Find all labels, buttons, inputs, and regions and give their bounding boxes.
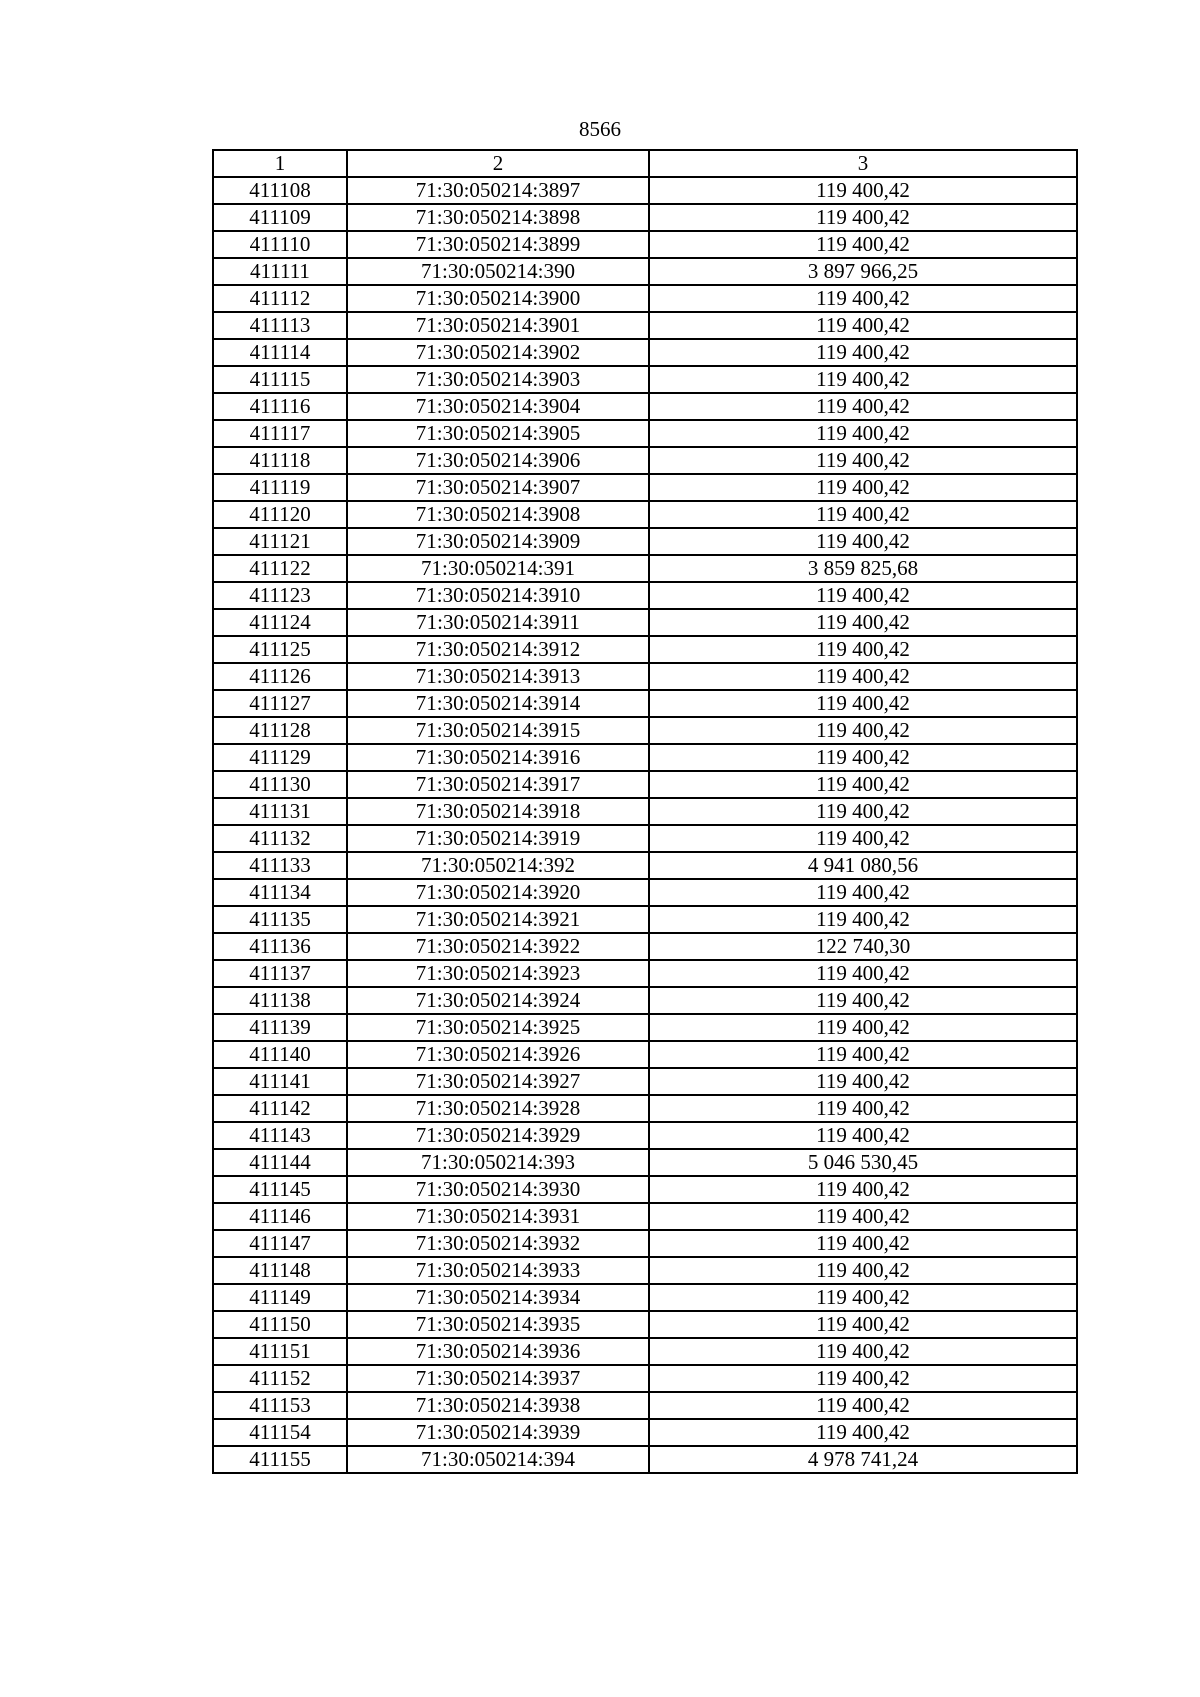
value-cell: 119 400,42 [649,501,1077,528]
table-body [213,177,1077,1473]
cadastral-number-cell: 71:30:050214:3932 [347,1230,649,1257]
row-number-cell: 411123 [213,582,347,609]
table-row [213,285,1077,312]
data-table [212,149,1078,1474]
table-row [213,420,1077,447]
table-row [213,231,1077,258]
table-row [213,1311,1077,1338]
cadastral-number-cell: 71:30:050214:3907 [347,474,649,501]
cadastral-number-cell: 71:30:050214:394 [347,1446,649,1473]
row-number-cell: 411153 [213,1392,347,1419]
value-cell: 119 400,42 [649,1068,1077,1095]
value-cell: 119 400,42 [649,204,1077,231]
cadastral-number-cell: 71:30:050214:3919 [347,825,649,852]
cadastral-number-cell: 71:30:050214:3912 [347,636,649,663]
table-row [213,501,1077,528]
table-row [213,1446,1077,1473]
row-number-cell: 411149 [213,1284,347,1311]
value-cell: 119 400,42 [649,636,1077,663]
row-number-cell: 411132 [213,825,347,852]
row-number-cell: 411145 [213,1176,347,1203]
cadastral-number-cell: 71:30:050214:3927 [347,1068,649,1095]
cadastral-number-cell: 71:30:050214:3898 [347,204,649,231]
value-cell: 119 400,42 [649,1311,1077,1338]
row-number-cell: 411121 [213,528,347,555]
value-cell: 119 400,42 [649,393,1077,420]
table-row [213,204,1077,231]
value-cell: 119 400,42 [649,609,1077,636]
row-number-cell: 411143 [213,1122,347,1149]
table-row [213,1284,1077,1311]
row-number-cell: 411144 [213,1149,347,1176]
table-row [213,258,1077,285]
row-number-cell: 411126 [213,663,347,690]
value-cell: 119 400,42 [649,1014,1077,1041]
row-number-cell: 411116 [213,393,347,420]
table-row [213,339,1077,366]
value-cell: 119 400,42 [649,231,1077,258]
table-row [213,609,1077,636]
row-number-cell: 411133 [213,852,347,879]
table-row [213,771,1077,798]
cadastral-number-cell: 71:30:050214:3899 [347,231,649,258]
cadastral-number-cell: 71:30:050214:3903 [347,366,649,393]
row-number-cell: 411135 [213,906,347,933]
row-number-cell: 411128 [213,717,347,744]
value-cell: 119 400,42 [649,771,1077,798]
value-cell: 119 400,42 [649,1176,1077,1203]
cadastral-number-cell: 71:30:050214:3928 [347,1095,649,1122]
cadastral-number-cell: 71:30:050214:3920 [347,879,649,906]
cadastral-number-cell: 71:30:050214:3929 [347,1122,649,1149]
row-number-cell: 411114 [213,339,347,366]
row-number-cell: 411125 [213,636,347,663]
cadastral-number-cell: 71:30:050214:3939 [347,1419,649,1446]
value-cell: 4 941 080,56 [649,852,1077,879]
cadastral-number-cell: 71:30:050214:3922 [347,933,649,960]
row-number-cell: 411141 [213,1068,347,1095]
row-number-cell: 411124 [213,609,347,636]
value-cell: 119 400,42 [649,177,1077,204]
column-header-3: 3 [649,150,1077,177]
cadastral-number-cell: 71:30:050214:3926 [347,1041,649,1068]
row-number-cell: 411111 [213,258,347,285]
cadastral-number-cell: 71:30:050214:3937 [347,1365,649,1392]
value-cell: 119 400,42 [649,312,1077,339]
table-row [213,177,1077,204]
value-cell: 122 740,30 [649,933,1077,960]
value-cell: 119 400,42 [649,1230,1077,1257]
value-cell: 119 400,42 [649,528,1077,555]
value-cell: 119 400,42 [649,285,1077,312]
row-number-cell: 411155 [213,1446,347,1473]
value-cell: 119 400,42 [649,987,1077,1014]
table-row [213,1338,1077,1365]
cadastral-number-cell: 71:30:050214:3909 [347,528,649,555]
cadastral-number-cell: 71:30:050214:3924 [347,987,649,1014]
cadastral-number-cell: 71:30:050214:3930 [347,1176,649,1203]
value-cell: 119 400,42 [649,1041,1077,1068]
cadastral-number-cell: 71:30:050214:390 [347,258,649,285]
cadastral-number-cell: 71:30:050214:3935 [347,1311,649,1338]
table-row [213,1014,1077,1041]
row-number-cell: 411140 [213,1041,347,1068]
cadastral-number-cell: 71:30:050214:3936 [347,1338,649,1365]
value-cell: 119 400,42 [649,798,1077,825]
table-row [213,717,1077,744]
table-row [213,1419,1077,1446]
row-number-cell: 411130 [213,771,347,798]
row-number-cell: 411127 [213,690,347,717]
row-number-cell: 411115 [213,366,347,393]
row-number-cell: 411148 [213,1257,347,1284]
table-row [213,663,1077,690]
table-row [213,825,1077,852]
value-cell: 119 400,42 [649,906,1077,933]
cadastral-number-cell: 71:30:050214:3900 [347,285,649,312]
cadastral-number-cell: 71:30:050214:392 [347,852,649,879]
row-number-cell: 411131 [213,798,347,825]
row-number-cell: 411129 [213,744,347,771]
value-cell: 119 400,42 [649,717,1077,744]
cadastral-number-cell: 71:30:050214:3910 [347,582,649,609]
value-cell: 119 400,42 [649,1122,1077,1149]
cadastral-number-cell: 71:30:050214:3934 [347,1284,649,1311]
cadastral-number-cell: 71:30:050214:391 [347,555,649,582]
cadastral-number-cell: 71:30:050214:3902 [347,339,649,366]
table-row [213,879,1077,906]
table-row [213,933,1077,960]
row-number-cell: 411122 [213,555,347,582]
cadastral-number-cell: 71:30:050214:3921 [347,906,649,933]
cadastral-number-cell: 71:30:050214:3914 [347,690,649,717]
column-header-1: 1 [213,150,347,177]
value-cell: 119 400,42 [649,1203,1077,1230]
table-row [213,474,1077,501]
value-cell: 119 400,42 [649,582,1077,609]
table-row [213,1068,1077,1095]
row-number-cell: 411117 [213,420,347,447]
cadastral-number-cell: 71:30:050214:3906 [347,447,649,474]
row-number-cell: 411142 [213,1095,347,1122]
value-cell: 119 400,42 [649,1257,1077,1284]
table-row [213,1365,1077,1392]
row-number-cell: 411137 [213,960,347,987]
table-row [213,798,1077,825]
cadastral-number-cell: 71:30:050214:3933 [347,1257,649,1284]
row-number-cell: 411109 [213,204,347,231]
value-cell: 119 400,42 [649,1338,1077,1365]
row-number-cell: 411108 [213,177,347,204]
row-number-cell: 411147 [213,1230,347,1257]
cadastral-number-cell: 71:30:050214:393 [347,1149,649,1176]
value-cell: 119 400,42 [649,1419,1077,1446]
row-number-cell: 411138 [213,987,347,1014]
value-cell: 5 046 530,45 [649,1149,1077,1176]
table-row [213,906,1077,933]
row-number-cell: 411119 [213,474,347,501]
value-cell: 119 400,42 [649,366,1077,393]
value-cell: 119 400,42 [649,1392,1077,1419]
cadastral-number-cell: 71:30:050214:3901 [347,312,649,339]
value-cell: 119 400,42 [649,960,1077,987]
table-row [213,447,1077,474]
cadastral-number-cell: 71:30:050214:3917 [347,771,649,798]
value-cell: 119 400,42 [649,474,1077,501]
cadastral-number-cell: 71:30:050214:3905 [347,420,649,447]
value-cell: 119 400,42 [649,1284,1077,1311]
row-number-cell: 411118 [213,447,347,474]
table-header-row [213,150,1077,177]
value-cell: 119 400,42 [649,879,1077,906]
table-row [213,366,1077,393]
value-cell: 3 859 825,68 [649,555,1077,582]
value-cell: 119 400,42 [649,690,1077,717]
table-row [213,1392,1077,1419]
row-number-cell: 411113 [213,312,347,339]
table-row [213,636,1077,663]
page-number: 8566 [579,117,621,141]
row-number-cell: 411151 [213,1338,347,1365]
table-row [213,1257,1077,1284]
cadastral-number-cell: 71:30:050214:3925 [347,1014,649,1041]
value-cell: 119 400,42 [649,663,1077,690]
cadastral-number-cell: 71:30:050214:3913 [347,663,649,690]
table-row [213,744,1077,771]
row-number-cell: 411150 [213,1311,347,1338]
table-row [213,393,1077,420]
cadastral-number-cell: 71:30:050214:3915 [347,717,649,744]
cadastral-number-cell: 71:30:050214:3904 [347,393,649,420]
table-row [213,1041,1077,1068]
value-cell: 119 400,42 [649,339,1077,366]
row-number-cell: 411136 [213,933,347,960]
row-number-cell: 411120 [213,501,347,528]
row-number-cell: 411152 [213,1365,347,1392]
cadastral-number-cell: 71:30:050214:3897 [347,177,649,204]
table-row [213,528,1077,555]
table-row [213,690,1077,717]
row-number-cell: 411139 [213,1014,347,1041]
value-cell: 119 400,42 [649,825,1077,852]
value-cell: 4 978 741,24 [649,1446,1077,1473]
row-number-cell: 411154 [213,1419,347,1446]
cadastral-number-cell: 71:30:050214:3938 [347,1392,649,1419]
value-cell: 119 400,42 [649,1095,1077,1122]
value-cell: 119 400,42 [649,744,1077,771]
table-row [213,1122,1077,1149]
row-number-cell: 411110 [213,231,347,258]
value-cell: 3 897 966,25 [649,258,1077,285]
column-header-2: 2 [347,150,649,177]
table-row [213,582,1077,609]
table-row [213,555,1077,582]
cadastral-number-cell: 71:30:050214:3911 [347,609,649,636]
table-row [213,1203,1077,1230]
table-row [213,312,1077,339]
value-cell: 119 400,42 [649,420,1077,447]
table-row [213,960,1077,987]
table-row [213,987,1077,1014]
table-row [213,852,1077,879]
row-number-cell: 411134 [213,879,347,906]
cadastral-number-cell: 71:30:050214:3923 [347,960,649,987]
table-row [213,1149,1077,1176]
value-cell: 119 400,42 [649,1365,1077,1392]
cadastral-number-cell: 71:30:050214:3918 [347,798,649,825]
table-row [213,1230,1077,1257]
cadastral-number-cell: 71:30:050214:3908 [347,501,649,528]
cadastral-number-cell: 71:30:050214:3916 [347,744,649,771]
cadastral-number-cell: 71:30:050214:3931 [347,1203,649,1230]
table-row [213,1176,1077,1203]
table-row [213,1095,1077,1122]
value-cell: 119 400,42 [649,447,1077,474]
row-number-cell: 411146 [213,1203,347,1230]
row-number-cell: 411112 [213,285,347,312]
